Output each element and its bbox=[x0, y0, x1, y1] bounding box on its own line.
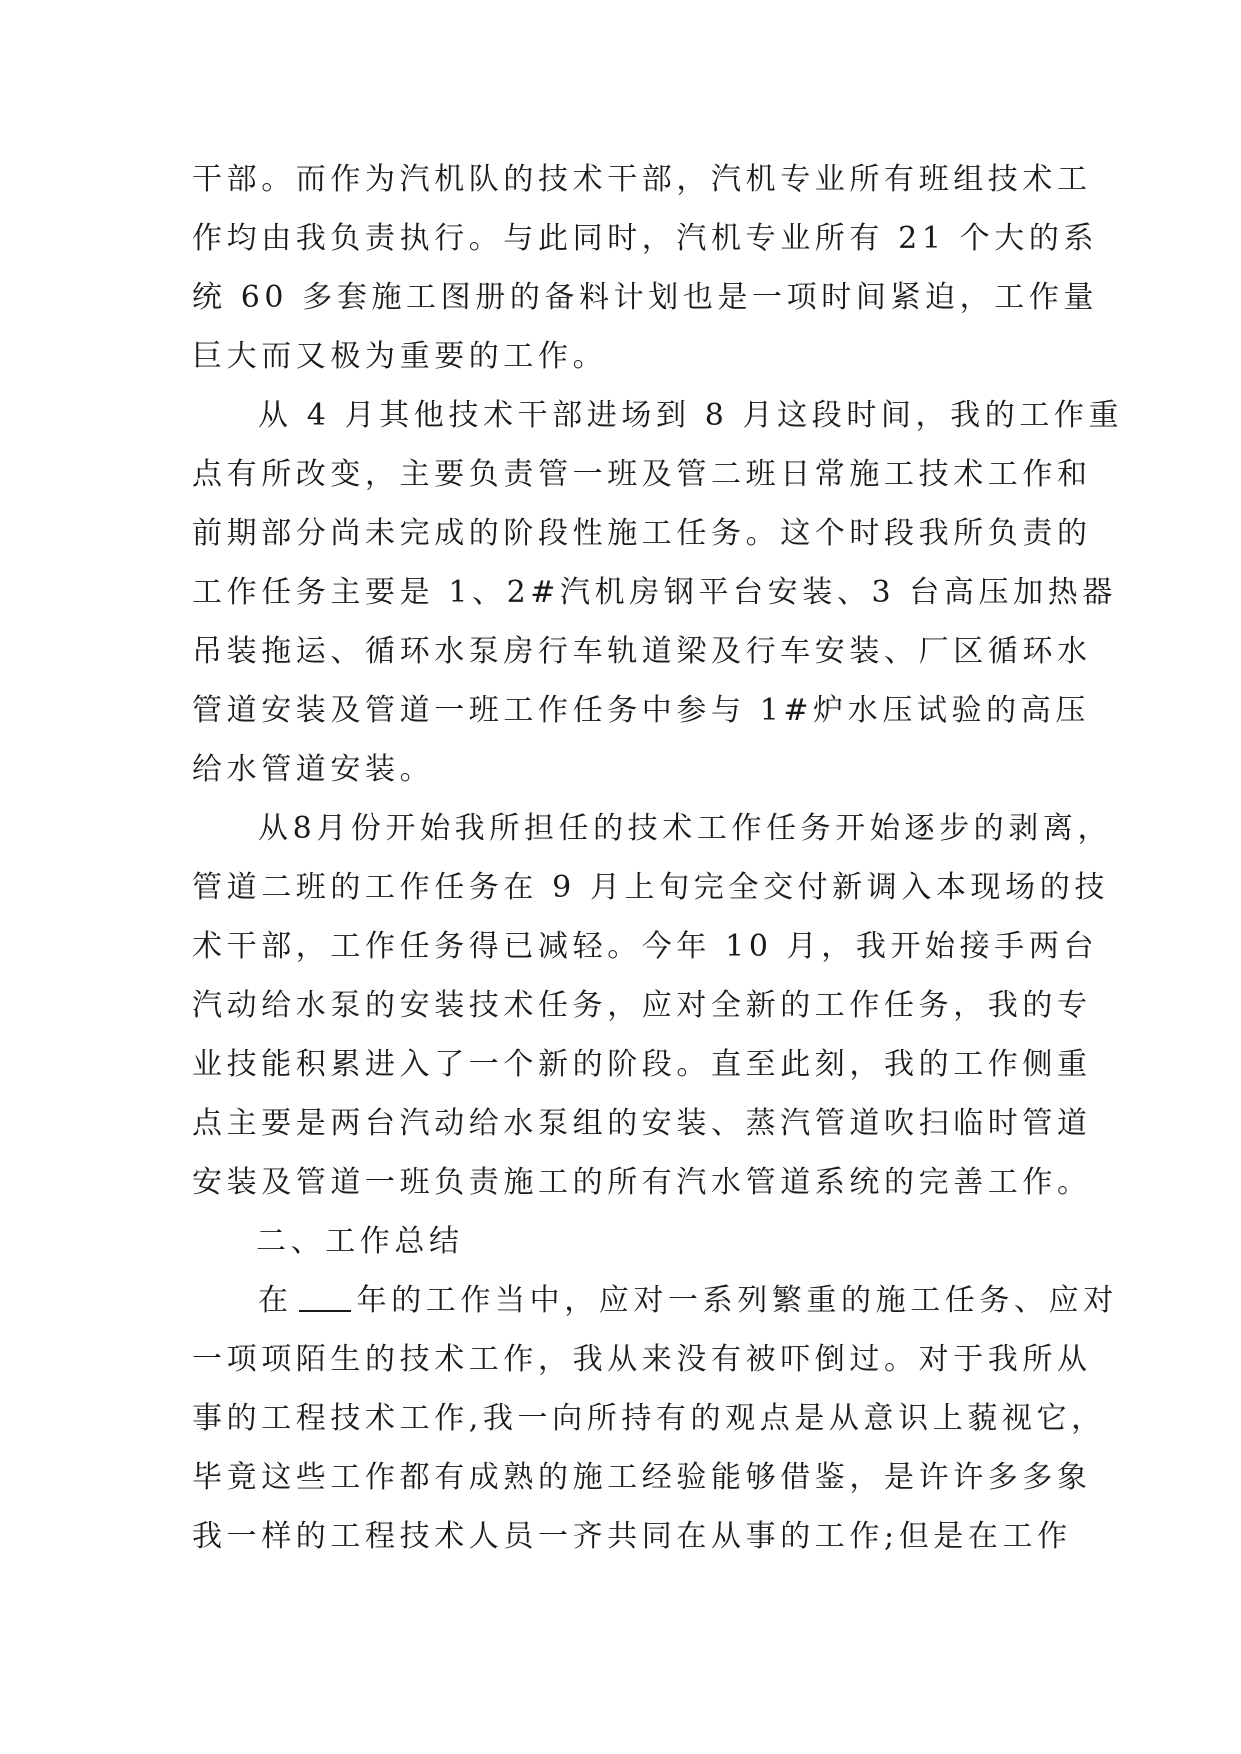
text-line: 吊装拖运、循环水泵房行车轨道梁及行车安装、厂区循环水 bbox=[192, 634, 1092, 669]
text-line: 毕竟这些工作都有成熟的施工经验能够借鉴，是许许多多象 bbox=[192, 1460, 1092, 1495]
text-line: 事的工程技术工作,我一向所持有的观点是从意识上藐视它， bbox=[192, 1401, 1106, 1436]
paragraph-1 bbox=[192, 150, 1099, 386]
paragraph-4 bbox=[192, 1271, 1118, 1566]
text-fragment: 年的工作当中，应对一系列繁重的施工任务、应对 bbox=[356, 1283, 1118, 1318]
text-line: 工作任务主要是 1、2#汽机房钢平台安装、3 台高压加热器 bbox=[192, 575, 1117, 610]
text-line: 统 60 多套施工图册的备料计划也是一项时间紧迫，工作量 bbox=[192, 280, 1099, 315]
text-fragment: 在 bbox=[258, 1283, 293, 1318]
text-line bbox=[192, 1271, 1118, 1330]
text-line: 业技能积累进入了一个新的阶段。直至此刻，我的工作侧重 bbox=[192, 1047, 1092, 1082]
text-line: 点有所改变，主要负责管一班及管二班日常施工技术工作和 bbox=[192, 457, 1092, 492]
text-line: 管道二班的工作任务在 9 月上旬完全交付新调入本现场的技 bbox=[192, 870, 1109, 905]
section-heading: 二、工作总结 bbox=[256, 1224, 464, 1259]
text-line: 术干部，工作任务得已减轻。今年 10 月，我开始接手两台 bbox=[192, 929, 1099, 964]
text-line: 干部。而作为汽机队的技术干部，汽机专业所有班组技术工 bbox=[192, 162, 1092, 197]
text-line: 前期部分尚未完成的阶段性施工任务。这个时段我所负责的 bbox=[192, 516, 1092, 551]
text-line: 我一样的工程技术人员一齐共同在从事的工作;但是在工作 bbox=[192, 1519, 1072, 1554]
document-body bbox=[192, 150, 1124, 1566]
text-line: 一项项陌生的技术工作，我从来没有被吓倒过。对于我所从 bbox=[192, 1342, 1092, 1377]
text-line: 作均由我负责执行。与此同时，汽机专业所有 21 个大的系 bbox=[192, 221, 1099, 256]
paragraph-3 bbox=[192, 799, 1113, 1212]
text-line: 从8月份开始我所担任的技术工作任务开始逐步的剥离， bbox=[258, 811, 1113, 846]
text-line: 巨大而又极为重要的工作。 bbox=[192, 339, 608, 374]
text-line: 点主要是两台汽动给水泵组的安装、蒸汽管道吹扫临时管道 bbox=[192, 1106, 1092, 1141]
text-line: 给水管道安装。 bbox=[192, 752, 435, 787]
text-line: 管道安装及管道一班工作任务中参与 1#炉水压试验的高压 bbox=[192, 693, 1090, 728]
text-line: 安装及管道一班负责施工的所有汽水管道系统的完善工作。 bbox=[192, 1165, 1092, 1200]
paragraph-2 bbox=[192, 386, 1124, 799]
text-line: 从 4 月其他技术干部进场到 8 月这段时间，我的工作重 bbox=[258, 398, 1124, 433]
fill-in-blank bbox=[299, 1280, 351, 1312]
text-line: 汽动给水泵的安装技术任务，应对全新的工作任务，我的专 bbox=[192, 988, 1092, 1023]
